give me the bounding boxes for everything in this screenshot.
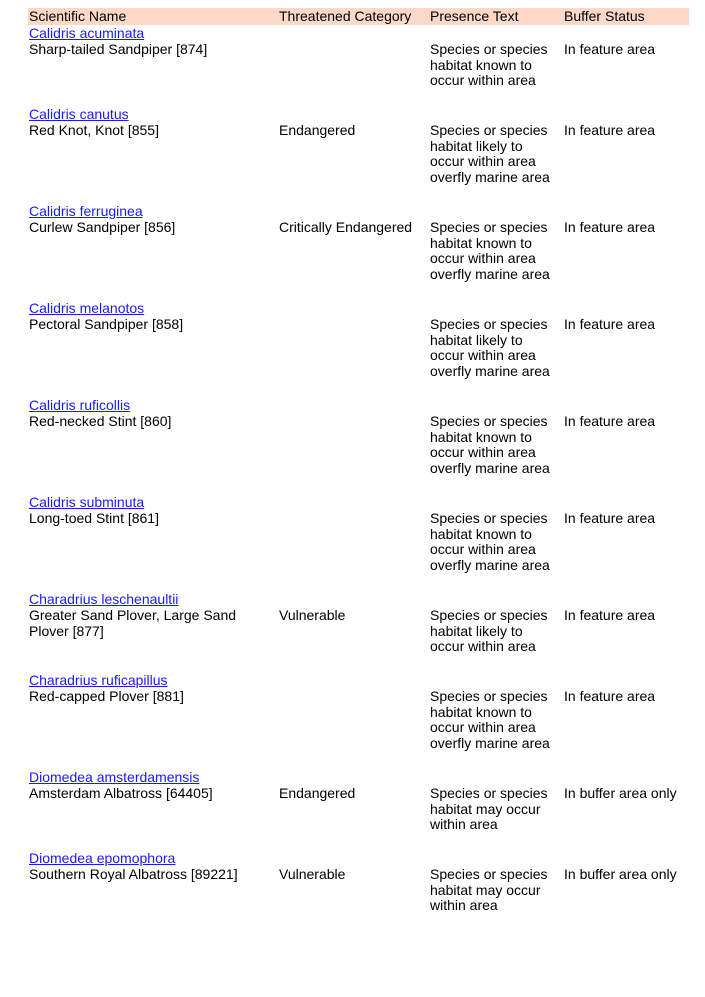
presence-text: Species or species habitat may occur within area bbox=[430, 866, 548, 914]
table-row bbox=[28, 25, 689, 106]
header-threatened-category: Threatened Category bbox=[279, 8, 412, 24]
species-table bbox=[28, 8, 689, 931]
species-link[interactable]: Charadrius ruficapillus bbox=[29, 672, 168, 688]
presence-text: Species or species habitat may occur within area bbox=[430, 785, 548, 833]
buffer-status: In feature area bbox=[564, 316, 656, 332]
threatened-category: Endangered bbox=[279, 785, 356, 801]
buffer-status: In feature area bbox=[564, 219, 656, 235]
buffer-status: In feature area bbox=[564, 122, 656, 138]
buffer-status: In feature area bbox=[564, 607, 656, 623]
table-row bbox=[28, 769, 689, 850]
species-link[interactable]: Calidris melanotos bbox=[29, 300, 145, 316]
table-row bbox=[28, 494, 689, 591]
table-row bbox=[28, 300, 689, 397]
buffer-status: In buffer area only bbox=[564, 785, 677, 801]
species-link[interactable]: Diomedea amsterdamensis bbox=[29, 769, 200, 785]
common-name: Greater Sand Plover, Large Sand Plover [877] bbox=[29, 607, 237, 639]
header-presence-text: Presence Text bbox=[430, 8, 519, 24]
common-name: Southern Royal Albatross [89221] bbox=[29, 866, 238, 882]
table-row bbox=[28, 203, 689, 300]
threatened-category: Vulnerable bbox=[279, 607, 346, 623]
species-link[interactable]: Calidris ruficollis bbox=[29, 397, 131, 413]
species-link[interactable]: Calidris canutus bbox=[29, 106, 129, 122]
presence-text: Species or species habitat known to occur within area overfly marine area bbox=[430, 413, 550, 476]
common-name: Pectoral Sandpiper [858] bbox=[29, 316, 184, 332]
species-link[interactable]: Charadrius leschenaultii bbox=[29, 591, 179, 607]
table-row bbox=[28, 106, 689, 203]
table-header bbox=[28, 8, 689, 25]
threatened-category: Vulnerable bbox=[279, 866, 346, 882]
species-link[interactable]: Calidris ferruginea bbox=[29, 203, 143, 219]
threatened-category: Endangered bbox=[279, 122, 356, 138]
table-row bbox=[28, 591, 689, 672]
common-name: Red Knot, Knot [855] bbox=[29, 122, 159, 138]
table-row bbox=[28, 397, 689, 494]
header-buffer-status: Buffer Status bbox=[564, 8, 645, 24]
header-scientific-name: Scientific Name bbox=[29, 8, 127, 24]
species-link[interactable]: Diomedea epomophora bbox=[29, 850, 176, 866]
threatened-category: Critically Endangered bbox=[279, 219, 413, 235]
presence-text: Species or species habitat likely to occur within area bbox=[430, 607, 548, 655]
common-name: Curlew Sandpiper [856] bbox=[29, 219, 176, 235]
presence-text: Species or species habitat known to occur within area bbox=[430, 41, 548, 89]
presence-text: Species or species habitat known to occur within area overfly marine area bbox=[430, 219, 550, 282]
common-name: Long-toed Stint [861] bbox=[29, 510, 159, 526]
buffer-status: In feature area bbox=[564, 41, 656, 57]
table-row bbox=[28, 850, 689, 931]
buffer-status: In buffer area only bbox=[564, 866, 677, 882]
table-row bbox=[28, 672, 689, 769]
buffer-status: In feature area bbox=[564, 413, 656, 429]
common-name: Red-necked Stint [860] bbox=[29, 413, 172, 429]
presence-text: Species or species habitat likely to occur within area overfly marine area bbox=[430, 122, 550, 185]
common-name: Sharp-tailed Sandpiper [874] bbox=[29, 41, 208, 57]
presence-text: Species or species habitat known to occur within area overfly marine area bbox=[430, 688, 550, 751]
presence-text: Species or species habitat known to occur within area overfly marine area bbox=[430, 510, 550, 573]
common-name: Red-capped Plover [881] bbox=[29, 688, 184, 704]
buffer-status: In feature area bbox=[564, 510, 656, 526]
species-link[interactable]: Calidris subminuta bbox=[29, 494, 145, 510]
common-name: Amsterdam Albatross [64405] bbox=[29, 785, 213, 801]
buffer-status: In feature area bbox=[564, 688, 656, 704]
species-link[interactable]: Calidris acuminata bbox=[29, 25, 145, 41]
presence-text: Species or species habitat likely to occur within area overfly marine area bbox=[430, 316, 550, 379]
